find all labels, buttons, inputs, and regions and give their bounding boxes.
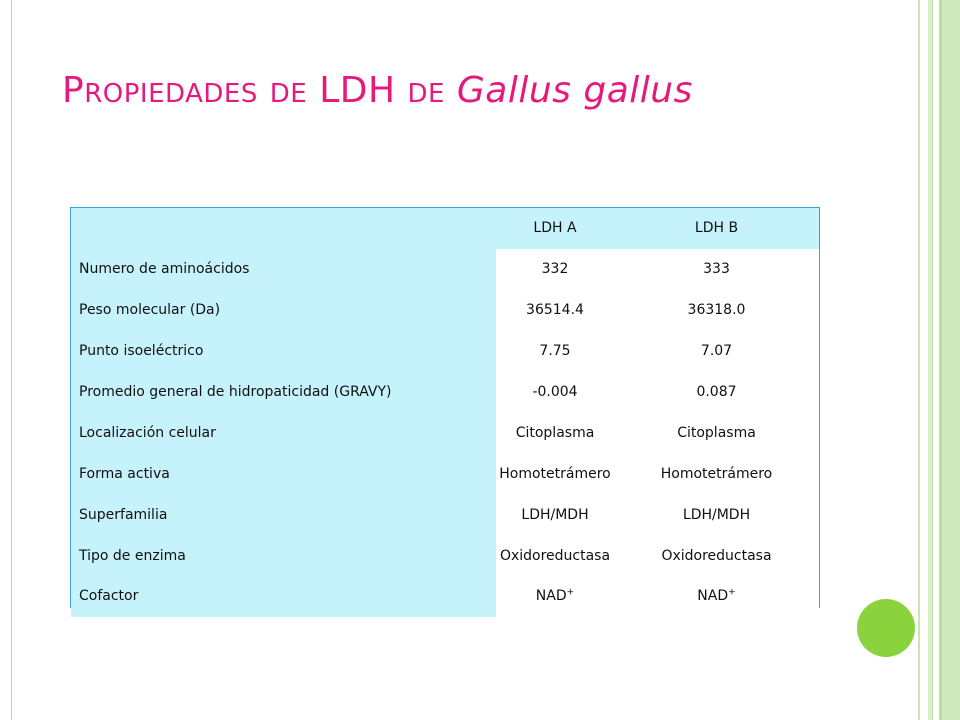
table-row xyxy=(71,249,819,290)
table-row xyxy=(71,290,819,331)
table-row xyxy=(71,494,819,535)
row-label: Tipo de enzima xyxy=(71,535,496,576)
ldh-a-value: 7.75 xyxy=(496,331,614,372)
cofactor-a-text: NAD xyxy=(535,588,567,605)
ldh-a-value: Citoplasma xyxy=(496,412,614,453)
row-label: Numero de aminoácidos xyxy=(71,249,496,290)
table-row xyxy=(71,453,819,494)
header-ldh-b: LDH B xyxy=(614,208,819,249)
ldh-b-value: Homotetrámero xyxy=(614,453,819,494)
ldh-b-value xyxy=(614,576,819,617)
title-first-letter: P xyxy=(62,70,85,111)
ldh-a-value xyxy=(496,576,614,617)
cofactor-a-charge: + xyxy=(566,587,575,598)
table-row xyxy=(71,535,819,576)
title-word4: DE xyxy=(407,79,445,109)
header-empty xyxy=(71,208,496,249)
ldh-b-value: 36318.0 xyxy=(614,290,819,331)
row-label: Cofactor xyxy=(71,576,496,617)
ldh-b-value: 0.087 xyxy=(614,372,819,413)
ldh-b-value: Oxidoreductasa xyxy=(614,535,819,576)
properties-table-container xyxy=(70,207,820,608)
cofactor-b-text: NAD xyxy=(697,588,729,605)
row-label: Forma activa xyxy=(71,453,496,494)
table-row xyxy=(71,331,819,372)
title-word3: LDH xyxy=(319,70,396,111)
row-label: Peso molecular (Da) xyxy=(71,290,496,331)
properties-table xyxy=(71,208,819,617)
row-label: Promedio general de hidropaticidad (GRAVY) xyxy=(71,372,496,413)
header-ldh-a: LDH A xyxy=(496,208,614,249)
title-word1-rest: ROPIEDADES xyxy=(84,79,258,109)
ldh-b-value: 333 xyxy=(614,249,819,290)
ldh-a-value: LDH/MDH xyxy=(496,494,614,535)
ldh-a-value: -0.004 xyxy=(496,372,614,413)
slide-right-border xyxy=(918,0,960,720)
title-species: Gallus gallus xyxy=(456,70,693,111)
slide-left-border xyxy=(0,0,12,720)
ldh-b-value: 7.07 xyxy=(614,331,819,372)
ldh-a-value: Oxidoreductasa xyxy=(496,535,614,576)
table-row xyxy=(71,412,819,453)
slide-title xyxy=(62,70,693,111)
title-word2: DE xyxy=(269,79,308,109)
cofactor-b-charge: + xyxy=(728,587,736,598)
ldh-a-value: 36514.4 xyxy=(496,290,614,331)
ldh-a-value: 332 xyxy=(496,249,614,290)
row-label: Superfamilia xyxy=(71,494,496,535)
table-row xyxy=(71,576,819,617)
table-row xyxy=(71,372,819,413)
row-label: Punto isoeléctrico xyxy=(71,331,496,372)
row-label: Localización celular xyxy=(71,412,496,453)
decorative-green-circle xyxy=(857,599,915,657)
table-header-row xyxy=(71,208,819,249)
ldh-a-value: Homotetrámero xyxy=(496,453,614,494)
ldh-b-value: Citoplasma xyxy=(614,412,819,453)
ldh-b-value: LDH/MDH xyxy=(614,494,819,535)
